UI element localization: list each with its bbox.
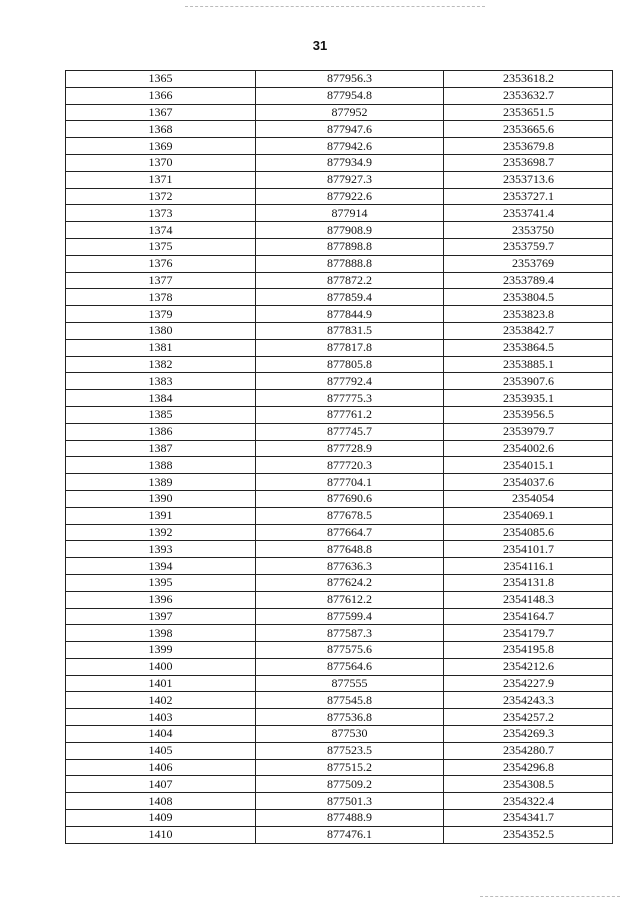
x-coordinate-cell: 877952 (256, 104, 444, 121)
x-coordinate-cell: 877761.2 (256, 406, 444, 423)
table-row (66, 759, 613, 776)
y-coordinate-cell: 2354212.6 (444, 658, 613, 675)
y-coordinate-cell: 2353842.7 (444, 322, 613, 339)
point-number-cell: 1374 (66, 222, 256, 239)
point-number-cell: 1393 (66, 541, 256, 558)
x-coordinate-cell: 877888.8 (256, 255, 444, 272)
x-coordinate-cell: 877545.8 (256, 692, 444, 709)
point-number-cell: 1375 (66, 238, 256, 255)
y-coordinate-cell: 2353759.7 (444, 238, 613, 255)
point-number-cell: 1376 (66, 255, 256, 272)
y-coordinate-cell: 2353698.7 (444, 154, 613, 171)
y-coordinate-cell: 2354322.4 (444, 793, 613, 810)
x-coordinate-cell: 877648.8 (256, 541, 444, 558)
table-row (66, 188, 613, 205)
y-coordinate-cell: 2354101.7 (444, 541, 613, 558)
x-coordinate-cell: 877624.2 (256, 574, 444, 591)
point-number-cell: 1406 (66, 759, 256, 776)
x-coordinate-cell: 877859.4 (256, 289, 444, 306)
point-number-cell: 1410 (66, 826, 256, 843)
table-row (66, 289, 613, 306)
point-number-cell: 1378 (66, 289, 256, 306)
x-coordinate-cell: 877488.9 (256, 810, 444, 827)
y-coordinate-cell: 2354015.1 (444, 457, 613, 474)
table-row (66, 524, 613, 541)
y-coordinate-cell: 2353864.5 (444, 339, 613, 356)
table-row (66, 322, 613, 339)
table-row (66, 591, 613, 608)
point-number-cell: 1408 (66, 793, 256, 810)
x-coordinate-cell: 877515.2 (256, 759, 444, 776)
x-coordinate-cell: 877831.5 (256, 322, 444, 339)
table-row (66, 238, 613, 255)
y-coordinate-cell: 2353935.1 (444, 390, 613, 407)
x-coordinate-cell: 877720.3 (256, 457, 444, 474)
y-coordinate-cell: 2354085.6 (444, 524, 613, 541)
y-coordinate-cell: 2353727.1 (444, 188, 613, 205)
table-row (66, 457, 613, 474)
x-coordinate-cell: 877934.9 (256, 154, 444, 171)
x-coordinate-cell: 877555 (256, 675, 444, 692)
x-coordinate-cell: 877775.3 (256, 390, 444, 407)
point-number-cell: 1385 (66, 406, 256, 423)
y-coordinate-cell: 2353618.2 (444, 71, 613, 88)
table-row (66, 104, 613, 121)
page-number: 31 (312, 38, 328, 53)
point-number-cell: 1389 (66, 474, 256, 491)
y-coordinate-cell: 2353804.5 (444, 289, 613, 306)
point-number-cell: 1405 (66, 742, 256, 759)
point-number-cell: 1371 (66, 171, 256, 188)
y-coordinate-cell: 2353769 (444, 255, 613, 272)
y-coordinate-cell: 2354352.5 (444, 826, 613, 843)
table-row (66, 608, 613, 625)
table-row (66, 642, 613, 659)
table-row (66, 709, 613, 726)
point-number-cell: 1377 (66, 272, 256, 289)
x-coordinate-cell: 877564.6 (256, 658, 444, 675)
point-number-cell: 1368 (66, 121, 256, 138)
point-number-cell: 1391 (66, 507, 256, 524)
y-coordinate-cell: 2353885.1 (444, 356, 613, 373)
y-coordinate-cell: 2354037.6 (444, 474, 613, 491)
table-row (66, 826, 613, 843)
bottom-scan-rule (480, 896, 620, 897)
table-row (66, 356, 613, 373)
x-coordinate-cell: 877678.5 (256, 507, 444, 524)
table-row (66, 154, 613, 171)
y-coordinate-cell: 2354131.8 (444, 574, 613, 591)
y-coordinate-cell: 2354227.9 (444, 675, 613, 692)
x-coordinate-cell: 877942.6 (256, 138, 444, 155)
point-number-cell: 1388 (66, 457, 256, 474)
table-row (66, 406, 613, 423)
x-coordinate-cell: 877792.4 (256, 373, 444, 390)
y-coordinate-cell: 2353907.6 (444, 373, 613, 390)
point-number-cell: 1404 (66, 726, 256, 743)
point-number-cell: 1365 (66, 71, 256, 88)
x-coordinate-cell: 877728.9 (256, 440, 444, 457)
point-number-cell: 1383 (66, 373, 256, 390)
point-number-cell: 1369 (66, 138, 256, 155)
y-coordinate-cell: 2354308.5 (444, 776, 613, 793)
x-coordinate-cell: 877954.8 (256, 87, 444, 104)
x-coordinate-cell: 877476.1 (256, 826, 444, 843)
x-coordinate-cell: 877575.6 (256, 642, 444, 659)
table-row (66, 675, 613, 692)
table-row (66, 373, 613, 390)
y-coordinate-cell: 2353665.6 (444, 121, 613, 138)
table-row (66, 810, 613, 827)
table-row (66, 121, 613, 138)
y-coordinate-cell: 2354054 (444, 490, 613, 507)
y-coordinate-cell: 2354069.1 (444, 507, 613, 524)
table-row (66, 306, 613, 323)
y-coordinate-cell: 2354257.2 (444, 709, 613, 726)
x-coordinate-cell: 877599.4 (256, 608, 444, 625)
y-coordinate-cell: 2353750 (444, 222, 613, 239)
x-coordinate-cell: 877612.2 (256, 591, 444, 608)
point-number-cell: 1398 (66, 625, 256, 642)
y-coordinate-cell: 2354269.3 (444, 726, 613, 743)
x-coordinate-cell: 877872.2 (256, 272, 444, 289)
y-coordinate-cell: 2354280.7 (444, 742, 613, 759)
table-row (66, 339, 613, 356)
point-number-cell: 1367 (66, 104, 256, 121)
table-row (66, 423, 613, 440)
point-number-cell: 1370 (66, 154, 256, 171)
x-coordinate-cell: 877690.6 (256, 490, 444, 507)
x-coordinate-cell: 877914 (256, 205, 444, 222)
x-coordinate-cell: 877587.3 (256, 625, 444, 642)
x-coordinate-cell: 877501.3 (256, 793, 444, 810)
table-row (66, 692, 613, 709)
table-row (66, 440, 613, 457)
x-coordinate-cell: 877956.3 (256, 71, 444, 88)
x-coordinate-cell: 877898.8 (256, 238, 444, 255)
point-number-cell: 1390 (66, 490, 256, 507)
point-number-cell: 1373 (66, 205, 256, 222)
point-number-cell: 1366 (66, 87, 256, 104)
table-row (66, 793, 613, 810)
point-number-cell: 1372 (66, 188, 256, 205)
y-coordinate-cell: 2354296.8 (444, 759, 613, 776)
table-row (66, 138, 613, 155)
y-coordinate-cell: 2354195.8 (444, 642, 613, 659)
table-row (66, 205, 613, 222)
table-row (66, 272, 613, 289)
y-coordinate-cell: 2353632.7 (444, 87, 613, 104)
point-number-cell: 1396 (66, 591, 256, 608)
table-row (66, 474, 613, 491)
table-row (66, 742, 613, 759)
y-coordinate-cell: 2353789.4 (444, 272, 613, 289)
point-number-cell: 1402 (66, 692, 256, 709)
y-coordinate-cell: 2353651.5 (444, 104, 613, 121)
table-row (66, 726, 613, 743)
y-coordinate-cell: 2354148.3 (444, 591, 613, 608)
table-row (66, 87, 613, 104)
y-coordinate-cell: 2353713.6 (444, 171, 613, 188)
x-coordinate-cell: 877509.2 (256, 776, 444, 793)
point-number-cell: 1397 (66, 608, 256, 625)
top-scan-rule (185, 6, 485, 7)
x-coordinate-cell: 877844.9 (256, 306, 444, 323)
x-coordinate-cell: 877664.7 (256, 524, 444, 541)
table-row (66, 171, 613, 188)
point-number-cell: 1409 (66, 810, 256, 827)
table-row (66, 222, 613, 239)
x-coordinate-cell: 877805.8 (256, 356, 444, 373)
x-coordinate-cell: 877908.9 (256, 222, 444, 239)
point-number-cell: 1407 (66, 776, 256, 793)
y-coordinate-cell: 2354116.1 (444, 558, 613, 575)
point-number-cell: 1395 (66, 574, 256, 591)
y-coordinate-cell: 2354243.3 (444, 692, 613, 709)
table-row (66, 625, 613, 642)
y-coordinate-cell: 2354341.7 (444, 810, 613, 827)
point-number-cell: 1387 (66, 440, 256, 457)
table-row (66, 776, 613, 793)
point-number-cell: 1401 (66, 675, 256, 692)
table-row (66, 390, 613, 407)
point-number-cell: 1380 (66, 322, 256, 339)
table-row (66, 490, 613, 507)
point-number-cell: 1399 (66, 642, 256, 659)
point-number-cell: 1382 (66, 356, 256, 373)
point-number-cell: 1400 (66, 658, 256, 675)
y-coordinate-cell: 2354164.7 (444, 608, 613, 625)
point-number-cell: 1394 (66, 558, 256, 575)
point-number-cell: 1379 (66, 306, 256, 323)
table-row (66, 507, 613, 524)
table-row (66, 255, 613, 272)
y-coordinate-cell: 2353679.8 (444, 138, 613, 155)
x-coordinate-cell: 877536.8 (256, 709, 444, 726)
y-coordinate-cell: 2354179.7 (444, 625, 613, 642)
x-coordinate-cell: 877947.6 (256, 121, 444, 138)
point-number-cell: 1381 (66, 339, 256, 356)
x-coordinate-cell: 877817.8 (256, 339, 444, 356)
table-row (66, 71, 613, 88)
x-coordinate-cell: 877927.3 (256, 171, 444, 188)
x-coordinate-cell: 877745.7 (256, 423, 444, 440)
point-number-cell: 1384 (66, 390, 256, 407)
coordinates-table-body (66, 71, 613, 844)
table-row (66, 541, 613, 558)
y-coordinate-cell: 2353823.8 (444, 306, 613, 323)
coordinates-table (65, 70, 613, 844)
table-row (66, 574, 613, 591)
x-coordinate-cell: 877523.5 (256, 742, 444, 759)
y-coordinate-cell: 2353979.7 (444, 423, 613, 440)
table-row (66, 558, 613, 575)
point-number-cell: 1386 (66, 423, 256, 440)
y-coordinate-cell: 2354002.6 (444, 440, 613, 457)
x-coordinate-cell: 877704.1 (256, 474, 444, 491)
x-coordinate-cell: 877636.3 (256, 558, 444, 575)
x-coordinate-cell: 877922.6 (256, 188, 444, 205)
point-number-cell: 1392 (66, 524, 256, 541)
point-number-cell: 1403 (66, 709, 256, 726)
x-coordinate-cell: 877530 (256, 726, 444, 743)
y-coordinate-cell: 2353741.4 (444, 205, 613, 222)
table-row (66, 658, 613, 675)
y-coordinate-cell: 2353956.5 (444, 406, 613, 423)
